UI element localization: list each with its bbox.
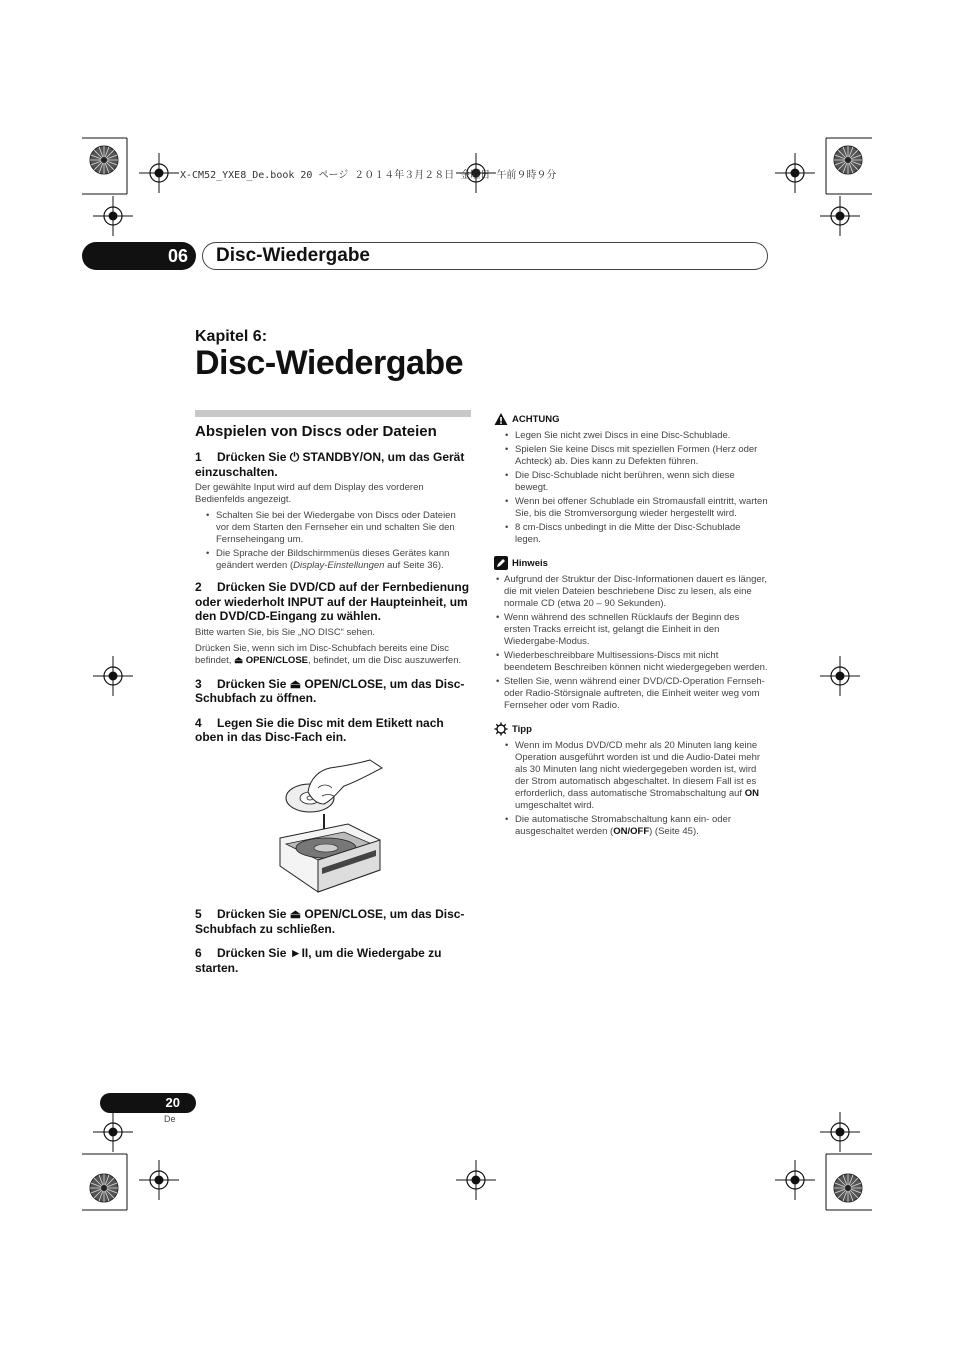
- step-6: 6 Drücken Sie ►II, um die Wiedergabe zu starten.: [195, 946, 442, 975]
- registration-mark: [820, 656, 860, 696]
- list-item: • Wenn bei offener Schublade ein Stromausfall eintritt, warten Sie, bis die Stromversorgung wieder hergestellt wird.: [515, 496, 768, 520]
- list-item: • Stellen Sie, wenn während einer DVD/CD-Operation Fernseh- oder Radio-Störsignale auftreten, die Einheit weiter weg vom Fernseher oder vom Radio.: [504, 676, 768, 712]
- list-item: • Aufgrund der Struktur der Disc-Informationen dauert es länger, die mit vielen Dateien beschriebene Disc zu lesen, als eine normale CD (etwa 20 – 90 Sekunden).: [504, 574, 768, 610]
- sunburst-mark: [834, 146, 862, 174]
- note-pencil-icon: [494, 556, 508, 570]
- registration-mark: [139, 1160, 179, 1200]
- step-2: 2 Drücken Sie DVD/CD auf der Fernbedienung oder wiederholt INPUT auf der Haupteinheit, um den DVD/CD-Eingang zu wählen.: [195, 580, 470, 623]
- tip-lightbulb-icon: [494, 722, 508, 736]
- hinweis-heading: Hinweis: [494, 556, 768, 570]
- list-item: • Die automatische Stromabschaltung kann ein- oder ausgeschaltet werden (ON/OFF) (Seite 45).: [515, 814, 768, 838]
- registration-mark: [139, 153, 179, 193]
- step-2-body-1: Bitte warten Sie, bis Sie „NO DISC“ sehen.: [195, 626, 376, 638]
- registration-mark: [775, 1160, 815, 1200]
- list-item: • Spielen Sie keine Discs mit speziellen Formen (Herz oder Achteck) ab. Dies kann zu Defekten führen.: [515, 444, 768, 468]
- page-language: De: [164, 1114, 176, 1124]
- chapter-title: Disc-Wiedergabe: [216, 245, 370, 266]
- tipp-heading: Tipp: [494, 722, 768, 736]
- achtung-list: [494, 430, 768, 546]
- achtung-heading: ACHTUNG: [494, 412, 768, 426]
- page-number: 20: [165, 1095, 180, 1110]
- section-heading: Abspielen von Discs oder Dateien: [195, 423, 437, 440]
- list-item: • Legen Sie nicht zwei Discs in eine Disc-Schublade.: [515, 430, 768, 442]
- registration-mark: [820, 196, 860, 236]
- chapter-number: 06: [167, 246, 188, 266]
- kapitel-label: Kapitel 6:: [195, 328, 268, 345]
- list-item: • Die Disc-Schublade nicht berühren, wenn sich diese bewegt.: [515, 470, 768, 494]
- left-column: [195, 410, 471, 748]
- list-item: • Die Sprache der Bildschirmmenüs dieses Gerätes kann geändert werden (Display-Einstellungen auf Seite 36).: [216, 548, 471, 572]
- step-3: 3 Drücken Sie ⏏ OPEN/CLOSE, um das Disc-Schubfach zu öffnen.: [195, 676, 465, 705]
- list-item: • Wenn während des schnellen Rücklaufs der Beginn des ersten Tracks erreicht ist, gelangt die Einheit in den Wiedergabe-Modus.: [504, 612, 768, 648]
- right-column: [494, 412, 768, 846]
- registration-mark: [456, 1160, 496, 1200]
- step-1: 1 Drücken Sie ⏻ STANDBY/ON, um das Gerät einzuschalten.: [195, 450, 465, 479]
- tipp-list: [494, 740, 768, 838]
- page-title: Disc-Wiedergabe: [195, 344, 464, 382]
- registration-mark: [93, 1112, 133, 1152]
- step-1-bullets: [195, 510, 471, 572]
- sunburst-mark: [834, 1174, 862, 1202]
- step-1-body: Der gewählte Input wird auf dem Display des vorderen Bedienfelds angezeigt.: [195, 482, 424, 505]
- left-column-bottom: [195, 907, 471, 978]
- power-icon: ⏻: [289, 450, 300, 464]
- list-item: • Wiederbeschreibbare Multisessions-Discs mit nicht beendetem Beschreiben können nicht wiedergegeben werden.: [504, 650, 768, 674]
- step-2-body-2: Drücken Sie, wenn sich im Disc-Schubfach bereits eine Disc befindet, ⏏ OPEN/CLOSE, befindet, um die Disc auszuwerfen.: [195, 642, 462, 666]
- list-item: • Schalten Sie bei der Wiedergabe von Discs oder Dateien vor dem Starten den Fernseher ein und schalten Sie den Fernseheingang um.: [216, 510, 471, 546]
- hinweis-list: [494, 574, 768, 712]
- step-4: 4 Legen Sie die Disc mit dem Etikett nach oben in das Disc-Fach ein.: [195, 715, 444, 744]
- registration-mark: [93, 196, 133, 236]
- warning-icon: [494, 412, 508, 426]
- registration-mark: [820, 1112, 860, 1152]
- sunburst-mark: [90, 1174, 118, 1202]
- list-item: • Wenn im Modus DVD/CD mehr als 20 Minuten lang keine Operation ausgeführt worden ist und die Audio-Datei mehr als 30 Minuten lang nicht wiedergegeben worden ist, wird der Strom automatisch abgeschaltet. In diesem Fall ist es erforderlich, dass automatische Stromabschaltung auf ON umgeschaltet wird.: [515, 740, 768, 812]
- sunburst-mark: [90, 146, 118, 174]
- disc-insert-illustration: [278, 756, 386, 896]
- registration-mark: [775, 153, 815, 193]
- registration-mark: [93, 656, 133, 696]
- step-5: 5 Drücken Sie ⏏ OPEN/CLOSE, um das Disc-Schubfach zu schließen.: [195, 907, 465, 936]
- print-header-info: X-CM52_YXE8_De.book 20 ページ ２０１４年３月２８日 金曜日 午前９時９分: [180, 170, 557, 181]
- section-rule: [195, 410, 471, 417]
- list-item: • 8 cm-Discs unbedingt in die Mitte der Disc-Schublade legen.: [515, 522, 768, 546]
